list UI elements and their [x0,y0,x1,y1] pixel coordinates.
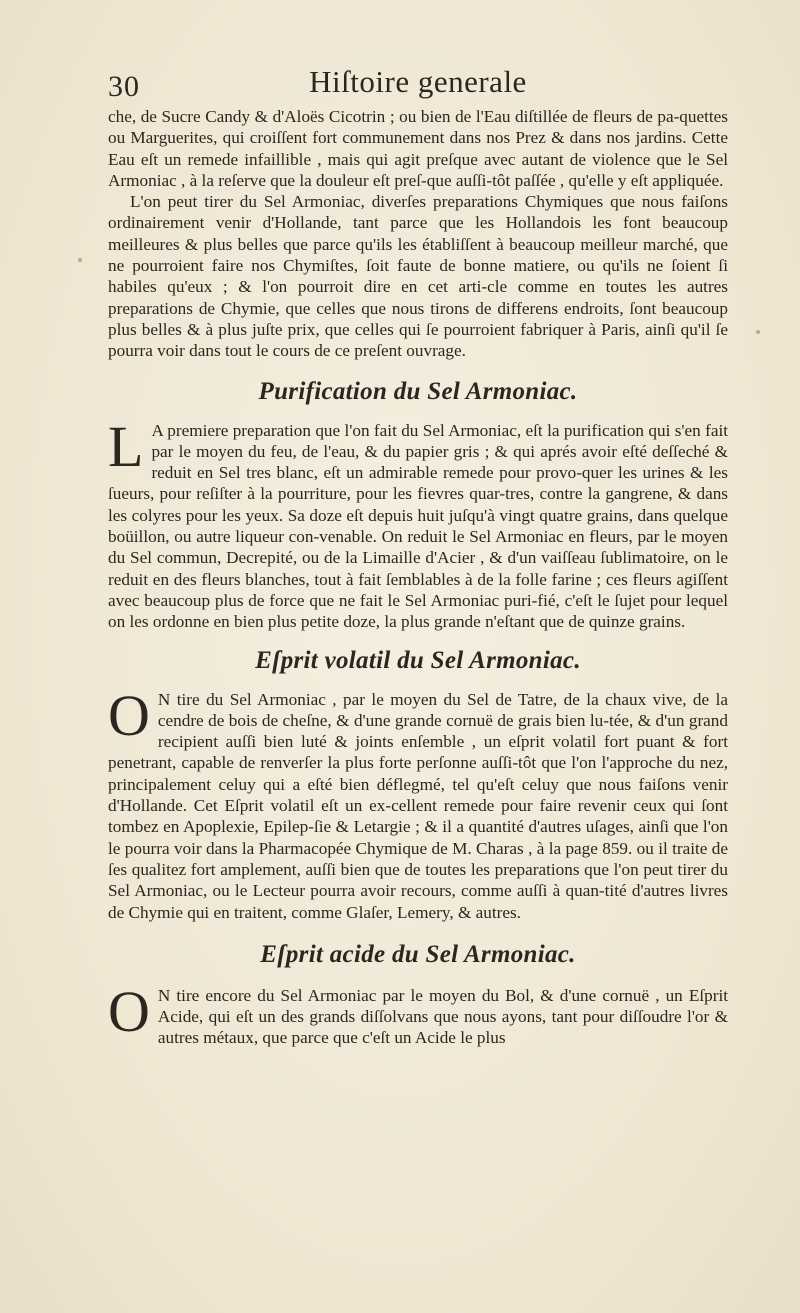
section-heading-esprit-volatil: Eſprit volatil du Sel Armoniac. [255,646,581,674]
ink-speck [756,330,760,334]
drop-cap: O [108,682,150,748]
drop-cap: O [108,978,150,1044]
section-heading-purification: Purification du Sel Armoniac. [258,377,578,405]
section-paragraph-purification [108,413,728,633]
intro-paragraph-1: che, de Sucre Candy & d'Aloës Cicotrin ; ou bien de l'Eau diſtillée de fleurs de pa-quettes ou Marguerites, qui croiſſent fort communement dans nos Prez & dans nos jardins. Cette Eau eſt un remede infaillible , mais qui agit preſque avec autant de violence que le Sel Armoniac , à la reſerve que la douleur eſt preſ-que auſſi-tôt paſſée , qu'elle y eſt appliquée. [108,107,728,190]
intro-paragraph-2: L'on peut tirer du Sel Armoniac, diverſes preparations Chymiques que nous faiſons ordinairement venir d'Hollande, tant parce que les Hollandois les font beaucoup meilleures & plus belles que parce qu'ils les établiſſent à beaucoup meilleur marché, que ne pourroient faire nos Chymiſtes, ſoit faute de bonne matiere, ou qu'ils ne ſoient ſi habiles qu'eux ; & l'on pourroit dire en cet arti-cle comme en toutes les autres preparations de Chymie, que celles que nous tirons de differens endroits, ſont beaucoup plus belles & à plus juſte prix, que celles qui ſe pourroient fabriquer à Paris, ainſi qu'il ſe pourra voir dans tout le cours de ce preſent ouvrage. [108,192,728,361]
section-text: N tire encore du Sel Armoniac par le moyen du Bol, & d'une cornuë , un Eſprit Acide, qui eſt un des grands diſſolvans que nous ayons, tant pour diſſoudre l'or & autres métaux, que parce que c'eſt un Acide le plus [157,985,728,1048]
section-paragraph-esprit-volatil [108,682,728,923]
section-text: N tire du Sel Armoniac , par le moyen du Sel de Tatre, de la chaux vive, de la cendre de bois de cheſne, & d'une grande cornuë de grais bien lu-tée, & d'un grand recipient auſſi bien luté & joints enſemble , un eſprit volatil fort puant & fort penetrant, capable de renverſer la plus forte perſonne auſſi-tôt que l'on l'approche du nez, principalement celuy qui a eſté bien déflegmé, tel qu'eſt celuy que nous faiſons venir d'Hollande. Cet Eſprit volatil eſt un ex-cellent remede pour faire revenir ceux qui ſont tombez en Apoplexie, Epilep-ſie & Letargie ; & il a quantité d'autres uſages, ainſi que l'on le pourra voir dans la Pharmacopée Chymique de M. Charas , à la page 859. ou il traite de ſes qualitez fort amplement, auſſi bien que de toutes les preparations que l'on peut tirer du Sel Armoniac, ou le Lecteur pourra avoir recours, comme auſſi à quan-tité d'autres livres de Chymie qui en traitent, comme Glaſer, Lemery, & autres. [108,689,728,922]
page-number: 30 [108,70,140,103]
section-heading-esprit-acide: Eſprit acide du Sel Armoniac. [260,940,576,968]
running-head: Hiſtoire generale [309,64,527,99]
ink-speck [78,258,82,262]
section-text: A premiere preparation que l'on fait du Sel Armoniac, eſt la purification qui s'en fait par le moyen du feu, de l'eau, & du papier gris ; & qui aprés avoir eſté deſſeché & reduit en Sel tres blanc, eſt un admirable remede pour provo-quer les urines & les ſueurs, pour reſiſter à la pourriture, pour les fievres quar-tres, contre la gangrene, & dans les colyres pour les yeux. Sa doze eſt depuis huit juſqu'à vingt quatre grains, dans quelque boüillon, ou autre liqueur con-venable. On reduit le Sel Armoniac en fleurs, par le moyen du Sel commun, Decrepité, ou de la Limaille d'Acier , & d'un vaiſſeau ſublimatoire, on le reduit en des fleurs blanches, tout à fait ſemblables à de la folle farine ; ces fleurs agiſſent avec beaucoup plus de force que ne fait le Sel Armoniac puri-fié, c'eſt le ſujet pour lequel on les ordonne en bien plus petite doze, la plus grande n'eſtant que de quinze grains. [108,420,728,632]
text-column [108,106,728,1049]
page-header [108,60,728,103]
section-paragraph-esprit-acide [108,978,728,1049]
drop-cap: L [108,413,144,479]
